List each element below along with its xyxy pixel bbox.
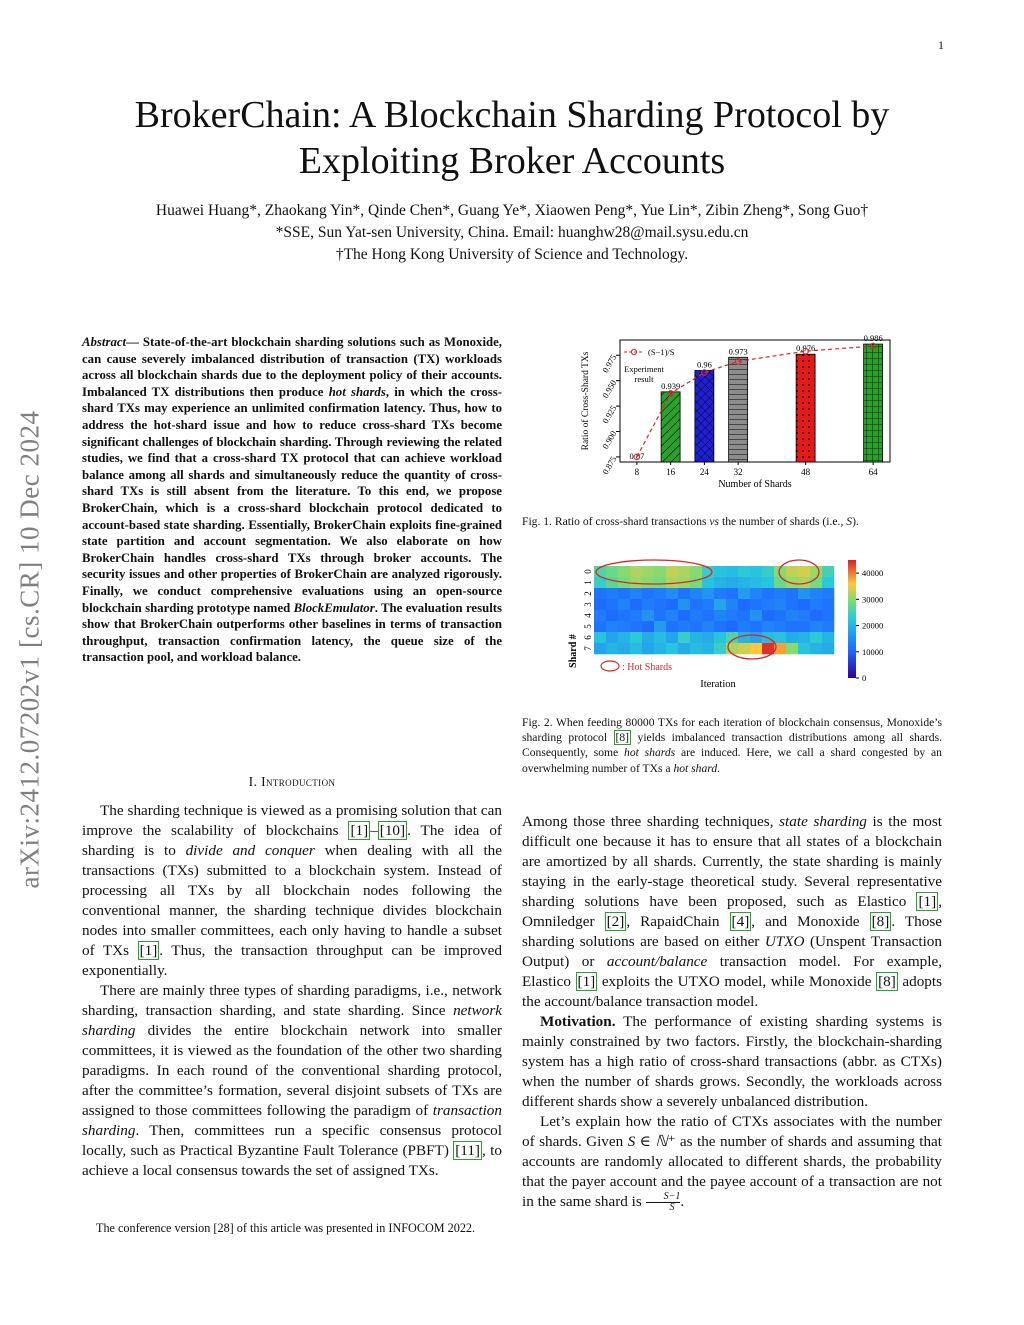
bar xyxy=(695,371,714,463)
heatmap-cell xyxy=(606,632,618,643)
heatmap-cell xyxy=(786,632,798,643)
heatmap-cell xyxy=(762,566,774,577)
heatmap-cell xyxy=(702,632,714,643)
heatmap-cell xyxy=(618,566,630,577)
bar xyxy=(796,354,815,462)
row-label: 1 xyxy=(583,580,593,585)
heatmap-cell xyxy=(822,577,834,588)
heatmap-cell xyxy=(786,588,798,599)
heatmap-cell xyxy=(678,566,690,577)
colorbar-label: 20000 xyxy=(862,620,884,631)
heatmap-cell xyxy=(750,621,762,632)
bar xyxy=(729,357,748,462)
heatmap-cell xyxy=(642,643,654,654)
chart-legend xyxy=(624,347,675,384)
heatmap-cell xyxy=(822,643,834,654)
heatmap-cell xyxy=(690,599,702,610)
heatmap-cell xyxy=(630,643,642,654)
heatmap-cell xyxy=(714,610,726,621)
heatmap-cell xyxy=(678,632,690,643)
heatmap-cell xyxy=(738,632,750,643)
heatmap-cell xyxy=(774,588,786,599)
legend-experiment: Experiment xyxy=(624,364,664,374)
heatmap-cell xyxy=(822,610,834,621)
heatmap-cell xyxy=(786,621,798,632)
heatmap-cell xyxy=(822,588,834,599)
heatmap-cell xyxy=(606,643,618,654)
heatmap-cell xyxy=(810,566,822,577)
heatmap-cell xyxy=(690,632,702,643)
heatmap-cell xyxy=(798,643,810,654)
heatmap-legend: : Hot Shards xyxy=(622,662,672,673)
heatmap-cell xyxy=(666,610,678,621)
legend-theory: (S−1)/S xyxy=(648,347,675,357)
right-paragraph-1: Among those three sharding techniques, state sharding is the most difficult one because it has to ensure that all states of a blockchain are amortized by all shards. Currently, the state sharding is mainly staying in the early-stage theoretical study. Several representative sharding solutions have been proposed, such as Elastico [1] , Omniledger [2] , RapaidChain [4] , and Monoxide [8] . Those sharding solutions are based on either UTXO (Unspent Transaction Output) or account/balance transaction model. For example, Elastico [1] exploits the UTXO model, while Monoxide [8] adopts the account/balance transaction model. xyxy=(522,813,943,1010)
heatmap-cell xyxy=(822,632,834,643)
heatmap-cell xyxy=(774,610,786,621)
heatmap-cell xyxy=(798,588,810,599)
heatmap-cell xyxy=(798,621,810,632)
legend-ellipse xyxy=(601,661,619,671)
row-label: 2 xyxy=(583,591,593,596)
heatmap-cell xyxy=(702,643,714,654)
heatmap-cell xyxy=(654,621,666,632)
heatmap-cell xyxy=(738,610,750,621)
heatmap-cell xyxy=(822,599,834,610)
heatmap-cell xyxy=(630,588,642,599)
x-tick-label: 8 xyxy=(634,467,640,477)
paper-title: BrokerChain: A Blockchain Sharding Protocol by Exploiting Broker Accounts xyxy=(134,94,890,182)
heatmap-cell xyxy=(690,621,702,632)
heatmap-cell xyxy=(630,610,642,621)
intro-paragraph-1: The sharding technique is viewed as a promising solution that can improve the scalability of blockchains [1] – [10] . The idea of sharding is to divide and conquer when dealing with all the transactions (TXs) submitted to a blockchain system. Instead of processing all TXs by all blockchain nodes following the conventional manner, the sharding technique divides blockchain nodes into smaller committees, each only having to handle a subset of TXs [1] . Thus, the transaction throughput can be improved exponentially. xyxy=(82,802,502,979)
colorbar-label: 0 xyxy=(862,673,867,683)
heatmap-cell xyxy=(630,621,642,632)
figure-2-heatmap xyxy=(562,556,902,696)
heatmap-cell xyxy=(606,566,618,577)
citation-link[interactable]: [1] xyxy=(139,942,158,959)
heatmap-cell xyxy=(750,577,762,588)
heatmap-cell xyxy=(774,577,786,588)
abstract-text-1: — State-of-the-art blockchain sharding solutions such as Monoxide, can cause severely imbalanced distribution of transaction (TX) workloads across all blockchain shards due to the deployment policy of their accounts. Imbalanced TX distributions then produce xyxy=(82,335,502,399)
colorbar xyxy=(848,560,856,678)
bar-value-label: 0.973 xyxy=(728,346,748,357)
heatmap-cell xyxy=(606,588,618,599)
heatmap-cell xyxy=(810,632,822,643)
heatmap-cell xyxy=(654,588,666,599)
heatmap-cell xyxy=(738,577,750,588)
heatmap-cell xyxy=(750,588,762,599)
heatmap-cell xyxy=(654,566,666,577)
heatmap-cell xyxy=(606,610,618,621)
heatmap-cell xyxy=(642,588,654,599)
row-label: 0 xyxy=(583,569,593,574)
citation-link[interactable]: [11] xyxy=(455,1142,480,1159)
heatmap-cell xyxy=(738,621,750,632)
heatmap-cell xyxy=(750,643,762,654)
x-tick-label: 48 xyxy=(801,467,811,477)
heatmap-cell xyxy=(618,621,630,632)
figure-1-bar-chart xyxy=(578,334,898,492)
heatmap-cell xyxy=(678,621,690,632)
heatmap-cell xyxy=(642,577,654,588)
author-block xyxy=(60,200,964,266)
heatmap-cell xyxy=(606,599,618,610)
intro-paragraph-2: There are mainly three types of sharding paradigms, i.e., network sharding, transaction sharding, and state sharding. Since network sharding divides the entire blockchain network into smaller committees, it is viewed as the foundation of the other two sharding paradigms. In each round of the conventional sharding protocol, after the committee’s formation, several disjoint subsets of TXs are assigned to those committees following the paradigm of transaction sharding. Then, committees run a specific consensus protocol locally, such as Practical Byzantine Fault Tolerance (PBFT) [11] , to achieve a local consensus towards the set of assigned TXs. xyxy=(82,982,502,1179)
bar-value-label: 0.986 xyxy=(863,334,883,344)
y-tick-label: 0.975 xyxy=(600,352,619,375)
heatmap-cell xyxy=(666,588,678,599)
heatmap-cell xyxy=(714,577,726,588)
heatmap-cell xyxy=(750,599,762,610)
heatmap-cell xyxy=(618,610,630,621)
heatmap-cell xyxy=(750,610,762,621)
citation-link[interactable]: [1] xyxy=(350,822,369,839)
heatmap-cell xyxy=(726,577,738,588)
heatmap-cell xyxy=(630,599,642,610)
heatmap-cell xyxy=(642,599,654,610)
heatmap-cell xyxy=(786,643,798,654)
heatmap-cell xyxy=(822,621,834,632)
row-label: 3 xyxy=(583,602,593,607)
heatmap-cell xyxy=(642,566,654,577)
affiliation-1: *SSE, Sun Yat-sen University, China. Email: huanghw28@mail.sysu.edu.cn xyxy=(275,224,749,241)
heatmap-cell xyxy=(774,621,786,632)
citation-link[interactable]: [1] xyxy=(577,973,596,990)
abstract-text-3: . The evaluation results show that BrokerChain outperforms other baselines in terms of transaction throughput, transaction confirmation latency, the queue size of the transaction pool, and workload balance. xyxy=(82,600,502,665)
heatmap-cell xyxy=(762,621,774,632)
y-tick-label: 0.925 xyxy=(600,403,619,426)
heatmap-cell xyxy=(690,588,702,599)
section-name: Introduction xyxy=(261,774,336,789)
heatmap-cell xyxy=(810,588,822,599)
motivation-heading: Motivation. xyxy=(540,1013,616,1030)
heatmap-cell xyxy=(810,621,822,632)
heatmap-cell xyxy=(822,566,834,577)
fraction: $\frac{S-1}{S}$ xyxy=(646,1192,681,1213)
row-label: 4 xyxy=(583,613,593,618)
bar xyxy=(661,392,680,462)
bar-value-label: 0.87 xyxy=(629,451,645,461)
heatmap-cell xyxy=(798,566,810,577)
heatmap-cell xyxy=(726,588,738,599)
heatmap-cell xyxy=(702,599,714,610)
heatmap-cell xyxy=(714,588,726,599)
colorbar-label: 40000 xyxy=(862,568,884,579)
figure-1-caption: Fig. 1. Ratio of cross-shard transactions vs the number of shards (i.e., S). xyxy=(522,515,859,528)
heatmap-cell xyxy=(654,610,666,621)
abstract-hot-shards: hot shards xyxy=(328,384,386,399)
heatmap-cell xyxy=(714,621,726,632)
heatmap-cell xyxy=(666,621,678,632)
citation-link[interactable]: [1] xyxy=(918,893,937,910)
motivation-paragraph: Motivation. The performance of existing sharding systems is mainly constrained by two factors. Firstly, the blockchain-sharding system has a high ratio of cross-shard transactions (abbr. as CTXs) when the number of shards grows. Secondly, the workloads across different shards show a severely unbalanced distribution. xyxy=(522,1013,942,1110)
heatmap-cell xyxy=(630,566,642,577)
heatmap-cell xyxy=(810,643,822,654)
row-label: 5 xyxy=(583,624,593,629)
heatmap-cell xyxy=(690,610,702,621)
arxiv-stamp: arXiv:2412.07202v1 [cs.CR] 10 Dec 2024 xyxy=(14,410,45,889)
heatmap-cell xyxy=(594,588,606,599)
page-number: 1 xyxy=(938,38,944,52)
citation-link[interactable]: [8] xyxy=(871,913,890,930)
heatmap-cell xyxy=(678,599,690,610)
row-label: 7 xyxy=(583,646,593,651)
heatmap-cell xyxy=(642,632,654,643)
heatmap-cell xyxy=(666,599,678,610)
heatmap-cell xyxy=(726,621,738,632)
heatmap-cell xyxy=(594,610,606,621)
heatmap-cell xyxy=(594,643,606,654)
heatmap-cell xyxy=(654,599,666,610)
heatmap-cell xyxy=(762,599,774,610)
heatmap-cell xyxy=(594,621,606,632)
citation-link[interactable]: [4] xyxy=(731,913,750,930)
right-paragraph-3: Let’s explain how the ratio of CTXs associates with the number of shards. Given S ∈ ℕ⁺ as the number of shards and assuming that accounts are randomly allocated to different shards, the probability that the payer account and the payee account of a transaction are not in the same shard is $\frac{S-1}{S}$ . xyxy=(522,1113,943,1214)
heatmap-cell xyxy=(738,566,750,577)
heatmap-cell xyxy=(738,643,750,654)
abstract-blockemulator: BlockEmulator xyxy=(293,600,375,615)
heatmap-cell xyxy=(810,599,822,610)
heatmap-xlabel: Iteration xyxy=(700,679,736,690)
abstract-text-2: , in which the cross-shard TXs may experience an unlimited confirmation latency. Thus, how to address the hot-shard issue and how to reduce cross-shard TXs become significant challenges of blockchain sharding. Through reviewing the related studies, we find that a cross-shard TX protocol that can achieve workload balance among all shards and simultaneously reduce the quantity of cross-shard TXs is still absent from the literature. To this end, we propose BrokerChain, which is a cross-shard blockchain protocol dedicated to account-based state sharding. Essentially, BrokerChain exploits fine-grained state partition and account segmentation. We also elaborate on how BrokerChain handles cross-shard TXs through broker accounts. The security issues and other properties of BrokerChain are analyzed rigorously. Finally, we conduct comprehensive evaluations using an open-source blockchain sharding prototype named xyxy=(82,384,502,615)
heatmap-cell xyxy=(762,577,774,588)
section-heading xyxy=(82,774,502,790)
y-tick-label: 0.950 xyxy=(600,378,619,400)
heatmap-cell xyxy=(714,632,726,643)
heatmap-cell xyxy=(786,599,798,610)
heatmap-cell xyxy=(642,621,654,632)
x-tick-label: 32 xyxy=(733,467,743,477)
x-axis-label: Number of Shards xyxy=(718,479,792,490)
y-tick-label: 0.900 xyxy=(600,429,619,451)
citation-link[interactable]: [2] xyxy=(606,913,625,930)
heatmap-cell xyxy=(594,632,606,643)
figure-2-caption: Fig. 2. When feeding 80000 TXs for each iteration of blockchain consensus, Monoxide’s sharding protocol [8] yields imbalanced transaction distributions among all shards. Consequently, some hot shards are induced. Here, we call a shard congested by an overwhelming number of TXs a hot shard. xyxy=(522,716,942,775)
heatmap-cell xyxy=(654,632,666,643)
heatmap-cell xyxy=(702,621,714,632)
heatmap-cell xyxy=(630,632,642,643)
heatmap-cell xyxy=(702,588,714,599)
heatmap-cell xyxy=(618,588,630,599)
legend-experiment: result xyxy=(634,374,654,384)
heatmap-cell xyxy=(666,632,678,643)
heatmap-cell xyxy=(678,643,690,654)
heatmap-cell xyxy=(810,610,822,621)
bar-value-label: 0.976 xyxy=(796,343,816,354)
heatmap-cell xyxy=(666,643,678,654)
heatmap-cell xyxy=(690,566,702,577)
heatmap-cell xyxy=(654,577,666,588)
heatmap-cell xyxy=(738,599,750,610)
x-tick-label: 64 xyxy=(868,467,878,477)
bar-value-label: 0.96 xyxy=(696,359,712,370)
x-tick-label: 24 xyxy=(699,467,709,477)
heatmap-cell xyxy=(666,566,678,577)
heatmap-ylabel: Shard # xyxy=(568,634,579,668)
heatmap-cell xyxy=(750,632,762,643)
heatmap-cell xyxy=(798,599,810,610)
heatmap-cell xyxy=(678,588,690,599)
heatmap-cell xyxy=(714,599,726,610)
citation-link[interactable]: [8] xyxy=(878,973,896,990)
bar xyxy=(864,344,883,462)
citation-link[interactable]: [10] xyxy=(379,822,406,839)
heatmap-cell xyxy=(606,621,618,632)
abstract xyxy=(82,334,502,666)
heatmap-cell xyxy=(774,599,786,610)
authors-line: Huawei Huang*, Zhaokang Yin*, Qinde Chen*, Guang Ye*, Xiaowen Peng*, Yue Lin*, Zibin Zheng*, Song Guo† xyxy=(155,202,869,219)
heatmap-cell xyxy=(726,599,738,610)
heatmap-cell xyxy=(786,610,798,621)
right-column xyxy=(522,812,942,1213)
affiliation-2: †The Hong Kong University of Science and Technology. xyxy=(335,246,689,263)
heatmap-cell xyxy=(594,599,606,610)
heatmap-cell xyxy=(798,632,810,643)
heatmap-cell xyxy=(714,566,726,577)
row-label: 6 xyxy=(583,635,593,640)
y-axis-label: Ratio of Cross-Shard TXs xyxy=(581,351,591,451)
heatmap-cell xyxy=(762,610,774,621)
heatmap-cell xyxy=(618,643,630,654)
heatmap-cell xyxy=(690,643,702,654)
section-number: I. xyxy=(248,774,258,789)
citation-link[interactable]: [8] xyxy=(615,731,630,745)
abstract-label: Abstract xyxy=(82,335,127,349)
heatmap-cell xyxy=(618,599,630,610)
heatmap-cell xyxy=(678,610,690,621)
heatmap-cell xyxy=(738,588,750,599)
colorbar-label: 30000 xyxy=(862,594,884,605)
heatmap-cell xyxy=(618,632,630,643)
colorbar-label: 10000 xyxy=(862,646,884,657)
heatmap-cell xyxy=(726,566,738,577)
heatmap-cell xyxy=(654,643,666,654)
intro-left-column xyxy=(82,801,502,1181)
heatmap-cell xyxy=(714,643,726,654)
heatmap-cell xyxy=(798,610,810,621)
heatmap-cell xyxy=(774,632,786,643)
x-tick-label: 16 xyxy=(666,467,676,477)
heatmap-cell xyxy=(762,588,774,599)
heatmap-cell xyxy=(786,566,798,577)
heatmap-cell xyxy=(642,610,654,621)
heatmap-cell xyxy=(750,566,762,577)
heatmap-cell xyxy=(726,610,738,621)
footnote: The conference version [28] of this article was presented in INFOCOM 2022. xyxy=(96,1221,476,1235)
heatmap-cell xyxy=(702,610,714,621)
bar-value-label: 0.939 xyxy=(661,380,681,391)
y-tick-label: 0.875 xyxy=(600,454,619,476)
